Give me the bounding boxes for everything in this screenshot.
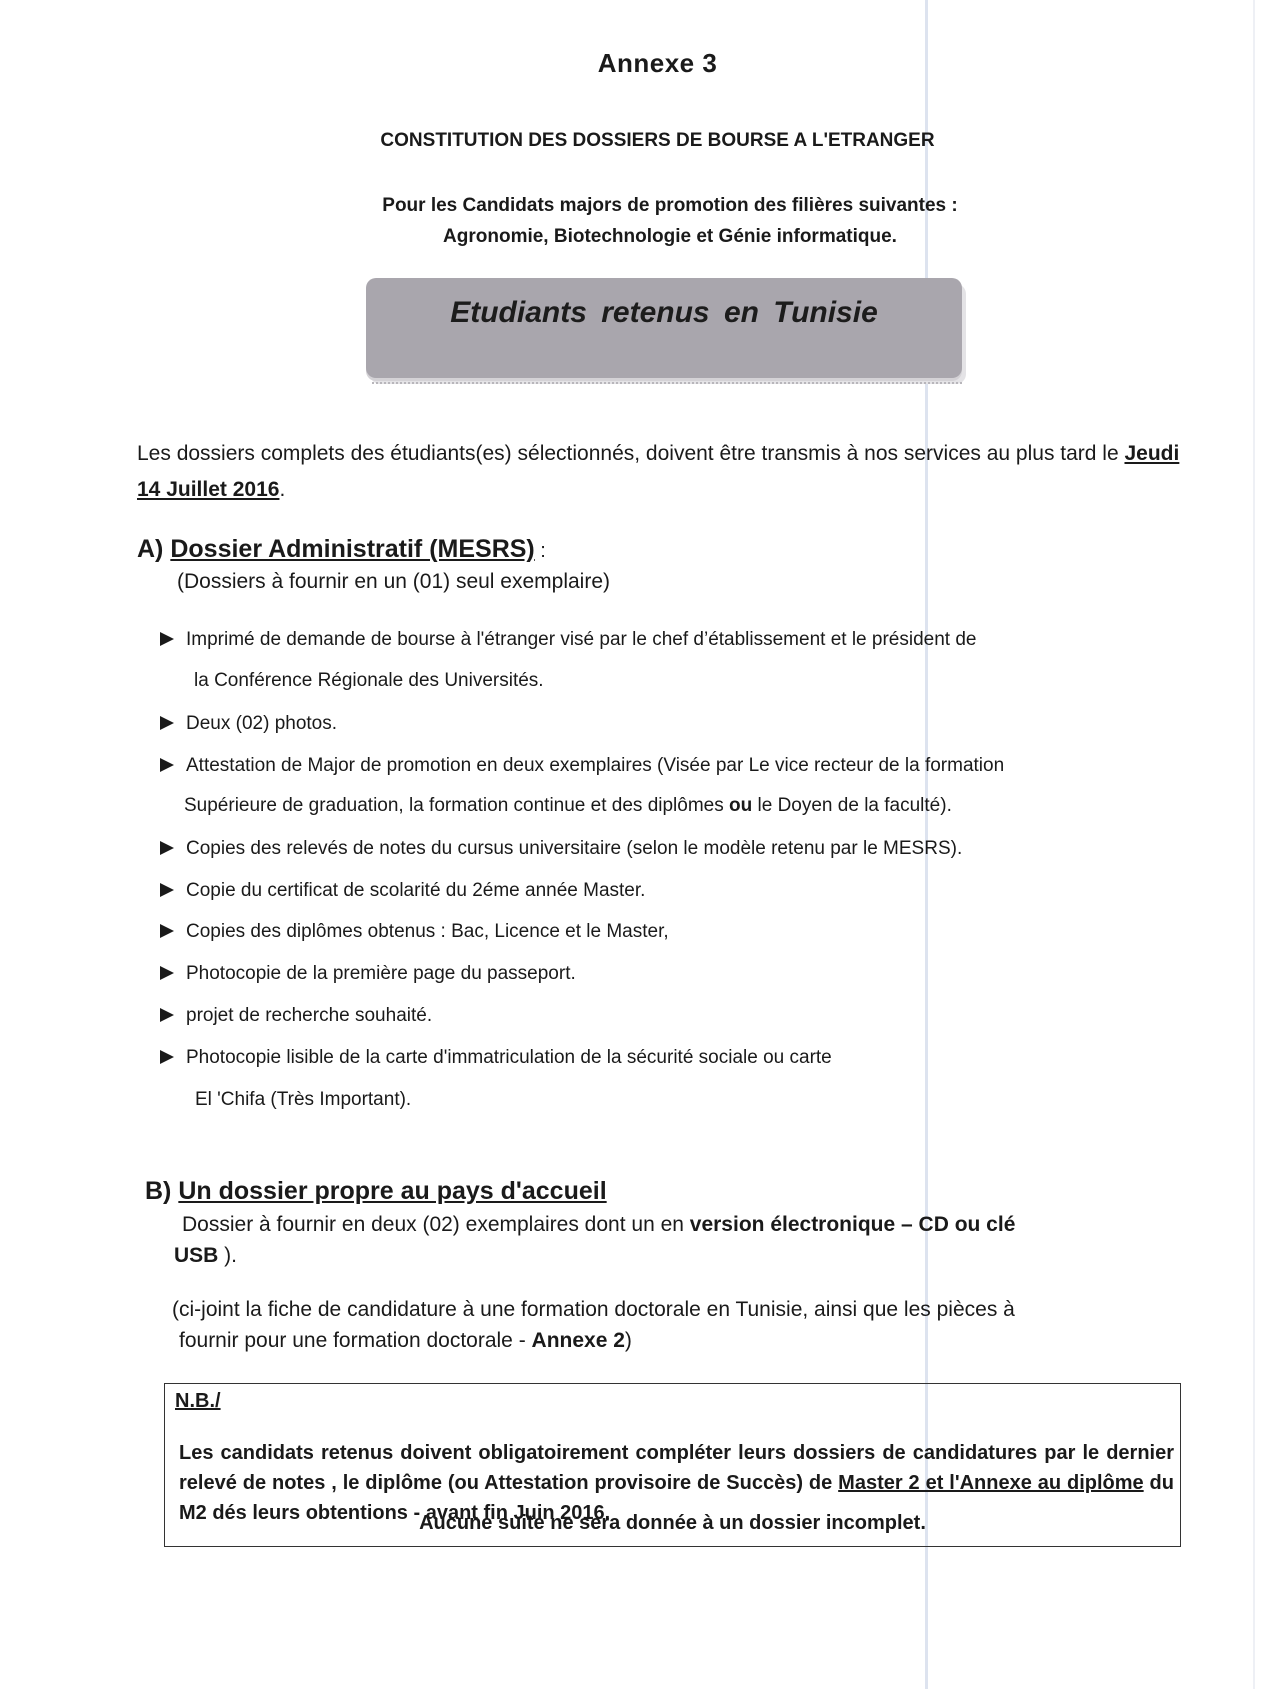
nb-underlined-text: Master 2 et l'Annexe au diplôme bbox=[838, 1472, 1144, 1494]
list-item bbox=[160, 619, 976, 660]
intro-paragraph bbox=[137, 436, 1197, 508]
list-item bbox=[160, 745, 1004, 786]
list-item bbox=[160, 703, 337, 744]
section-b-paragraph-1-line-2 bbox=[174, 1240, 237, 1271]
candidats-line-1: Pour les Candidats majors de promotion des filières suivantes : bbox=[382, 195, 958, 216]
list-item-text: Imprimé de demande de bourse à l'étranger visé par le chef d’établissement et le président de bbox=[186, 629, 977, 650]
section-b-paragraph-2-line-2 bbox=[179, 1325, 632, 1356]
deadline-date: Jeudi 14 Juillet 2016 bbox=[137, 442, 1180, 501]
banner-text: Etudiants retenus en Tunisie bbox=[450, 296, 878, 329]
list-item-text: projet de recherche souhaité. bbox=[186, 1005, 433, 1026]
triangle-bullet-icon bbox=[160, 716, 174, 730]
section-b-title: Un dossier propre au pays d'accueil bbox=[178, 1177, 607, 1205]
section-b-paragraph-1-line-1 bbox=[182, 1209, 1015, 1240]
section-a-heading bbox=[137, 535, 546, 564]
list-item-text: Copie du certificat de scolarité du 2éme année Master. bbox=[186, 880, 646, 901]
list-item-text: Supérieure de graduation, la formation continue et des diplômes bbox=[184, 795, 730, 816]
paragraph-bold: Annexe 2 bbox=[531, 1329, 625, 1352]
list-item-text: Photocopie lisible de la carte d'immatriculation de la sécurité sociale ou carte bbox=[186, 1047, 832, 1068]
candidats-subtitle bbox=[0, 190, 1275, 252]
intro-text: Les dossiers complets des étudiants(es) sélectionnés, doivent être transmis à nos services au plus tard le bbox=[137, 442, 1125, 465]
list-item-text: Deux (02) photos. bbox=[186, 713, 338, 734]
banner-dotted-line bbox=[372, 382, 962, 384]
list-item-bold: ou bbox=[729, 795, 753, 816]
list-item-text: le Doyen de la faculté). bbox=[752, 795, 952, 816]
candidats-line-2: Agronomie, Biotechnologie et Génie informatique. bbox=[443, 226, 897, 247]
list-item bbox=[160, 953, 576, 994]
section-a-suffix: : bbox=[534, 540, 546, 562]
list-item bbox=[160, 995, 432, 1036]
section-a-letter: A) bbox=[137, 535, 164, 563]
nb-box bbox=[164, 1383, 1181, 1547]
list-item-text: Attestation de Major de promotion en deux exemplaires (Visée par Le vice recteur de la formation bbox=[186, 755, 1005, 776]
list-item bbox=[160, 828, 962, 869]
intro-end: . bbox=[279, 478, 286, 501]
paragraph-text: Dossier à fournir en deux (02) exemplaires dont un en bbox=[182, 1213, 690, 1236]
nb-text-part: du M2 dés leurs obtentions - avant fin Juin 2016. bbox=[179, 1472, 1174, 1524]
list-item-text: Copies des relevés de notes du cursus universitaire (selon le modèle retenu par le MESRS). bbox=[186, 838, 963, 859]
triangle-bullet-icon bbox=[160, 883, 174, 897]
list-item-continuation bbox=[184, 795, 952, 817]
scan-artifact-edge bbox=[1253, 0, 1255, 1689]
paragraph-text: ) bbox=[624, 1329, 632, 1352]
triangle-bullet-icon bbox=[160, 1050, 174, 1064]
section-b-paragraph-2-line-1: (ci-joint la fiche de candidature à une formation doctorale en Tunisie, ainsi que les pièces à bbox=[172, 1298, 1015, 1321]
list-item-text: Photocopie de la première page du passeport. bbox=[186, 963, 576, 984]
list-item-continuation: El 'Chifa (Très Important). bbox=[195, 1089, 412, 1110]
list-item bbox=[160, 870, 645, 911]
list-item-text: Copies des diplômes obtenus : Bac, Licence et le Master, bbox=[186, 921, 669, 942]
list-item bbox=[160, 1037, 832, 1078]
triangle-bullet-icon bbox=[160, 841, 174, 855]
paragraph-text: fournir pour une formation doctorale - bbox=[179, 1329, 532, 1352]
list-item bbox=[160, 911, 669, 952]
nb-label: N.B./ bbox=[175, 1390, 221, 1412]
annexe-title: Annexe 3 bbox=[597, 48, 718, 78]
document-title: CONSTITUTION DES DOSSIERS DE BOURSE A L'ETRANGER bbox=[380, 130, 935, 151]
nb-final-statement: Aucune suite ne sera donnée à un dossier incomplet. bbox=[419, 1512, 926, 1534]
paragraph-bold: USB bbox=[174, 1244, 219, 1267]
paragraph-bold: version électronique – CD ou clé bbox=[689, 1213, 1016, 1236]
list-item-continuation: la Conférence Régionale des Universités. bbox=[194, 670, 544, 691]
triangle-bullet-icon bbox=[160, 1008, 174, 1022]
triangle-bullet-icon bbox=[160, 966, 174, 980]
triangle-bullet-icon bbox=[160, 924, 174, 938]
section-b-heading bbox=[145, 1177, 607, 1206]
section-a-subtitle: (Dossiers à fournir en un (01) seul exemplaire) bbox=[177, 570, 611, 593]
banner-box bbox=[366, 278, 962, 378]
section-a-title: Dossier Administratif (MESRS) bbox=[170, 535, 535, 563]
triangle-bullet-icon bbox=[160, 632, 174, 646]
triangle-bullet-icon bbox=[160, 758, 174, 772]
section-b-letter: B) bbox=[145, 1177, 172, 1205]
nb-text-part: Les candidats retenus doivent obligatoirement compléter leurs dossiers de candidatures par le dernier relevé de notes , le diplôme (ou Attestation provisoire de Succès) de bbox=[179, 1442, 1174, 1494]
paragraph-text: ). bbox=[218, 1244, 238, 1267]
